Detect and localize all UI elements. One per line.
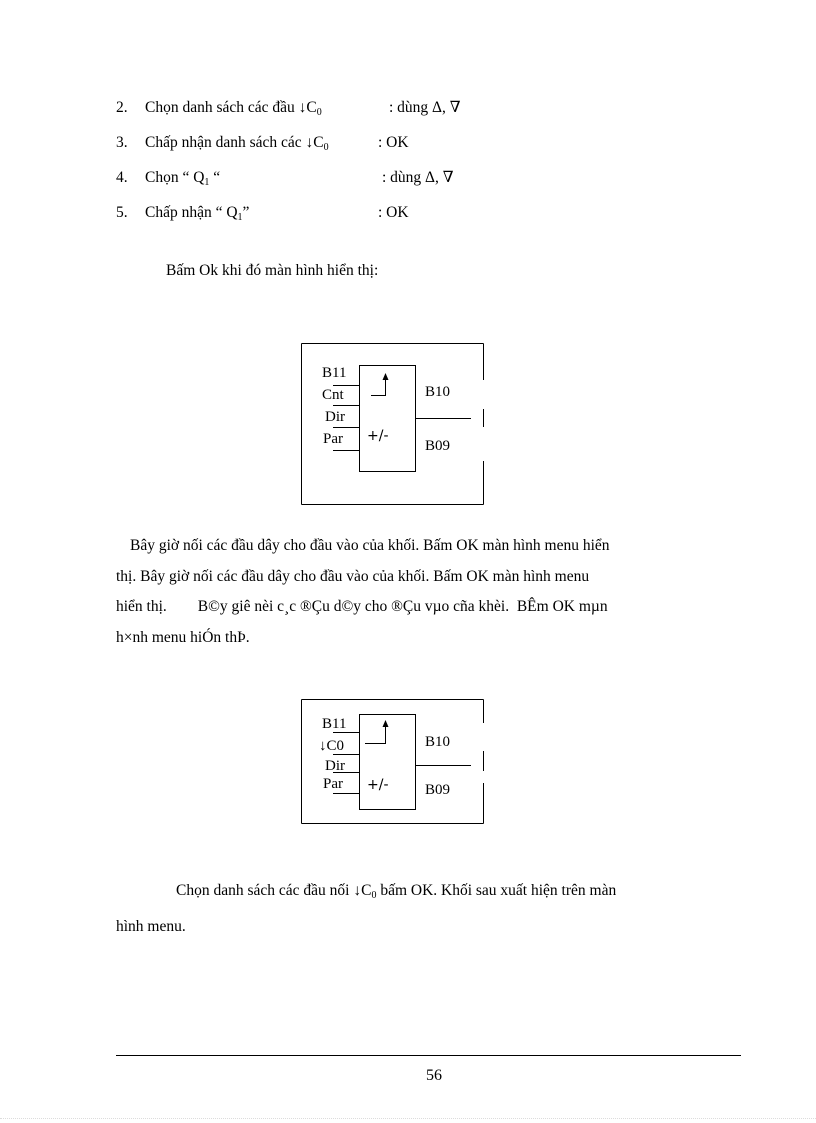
input-label: B11: [322, 365, 347, 381]
paragraph-line: Bây giờ nối các đầu dây cho đầu vào của khối. Bấm OK màn hình menu hiển: [130, 537, 610, 554]
step-value: : dùng Δ, ∇: [382, 169, 454, 186]
step-number: 4.: [116, 169, 128, 186]
input-label: Cnt: [322, 387, 344, 403]
closing-paragraph: [116, 875, 724, 942]
input-label: Dir: [325, 409, 345, 425]
input-label: ↓C0: [319, 738, 345, 754]
block-symbol: +/-: [367, 777, 389, 793]
paragraph-line: thị. Bây giờ nối các đầu dây cho đầu vào của khối. Bấm OK màn hình menu: [116, 567, 590, 585]
output-label: B09: [425, 438, 451, 454]
intro-text: Bấm Ok khi đó màn hình hiển thị:: [166, 262, 379, 279]
counter-block-diagram-2: [301, 699, 485, 825]
paragraph-line: hiển thị. B©y giê nèi c¸c ®Çu d©y cho ®Çu vµo cña khèi. BÊm OK mµn: [116, 598, 608, 615]
output-label: B10: [425, 734, 451, 750]
block-symbol: +/-: [367, 428, 389, 444]
input-label: Par: [323, 431, 343, 447]
closing-line2: hình menu.: [116, 918, 186, 935]
counter-block-diagram-1: [301, 343, 485, 505]
step-number: 5.: [116, 204, 128, 221]
step-text: Chọn “ $Q_1$ “: [145, 169, 221, 188]
input-label: Par: [323, 776, 343, 792]
footer-divider: [116, 1055, 741, 1056]
output-label: B10: [425, 384, 451, 400]
step-text: Chọn danh sách các đầu $↓C_0$: [145, 99, 322, 118]
step-number: 3.: [116, 134, 128, 151]
paragraph-line: h×nh menu hiÓn thÞ.: [116, 628, 250, 646]
input-label: Dir: [325, 758, 345, 774]
body-paragraph: [116, 531, 724, 653]
input-label: B11: [322, 716, 347, 732]
step-value: : dùng Δ, ∇: [389, 99, 461, 116]
page-number: 56: [426, 1067, 442, 1084]
step-value: : OK: [378, 134, 409, 151]
step-text: Chấp nhận “ $Q_1$”: [145, 204, 250, 223]
step-value: : OK: [378, 204, 409, 221]
step-text: Chấp nhận danh sách các $↓C_0$: [145, 134, 329, 153]
step-number: 2.: [116, 99, 128, 116]
closing-text: Chọn danh sách các đầu nối $↓C_0$ bấm OK. Khối sau xuất hiện trên màn: [176, 882, 617, 901]
output-label: B09: [425, 782, 451, 798]
page-edge-dots: [0, 1118, 816, 1119]
